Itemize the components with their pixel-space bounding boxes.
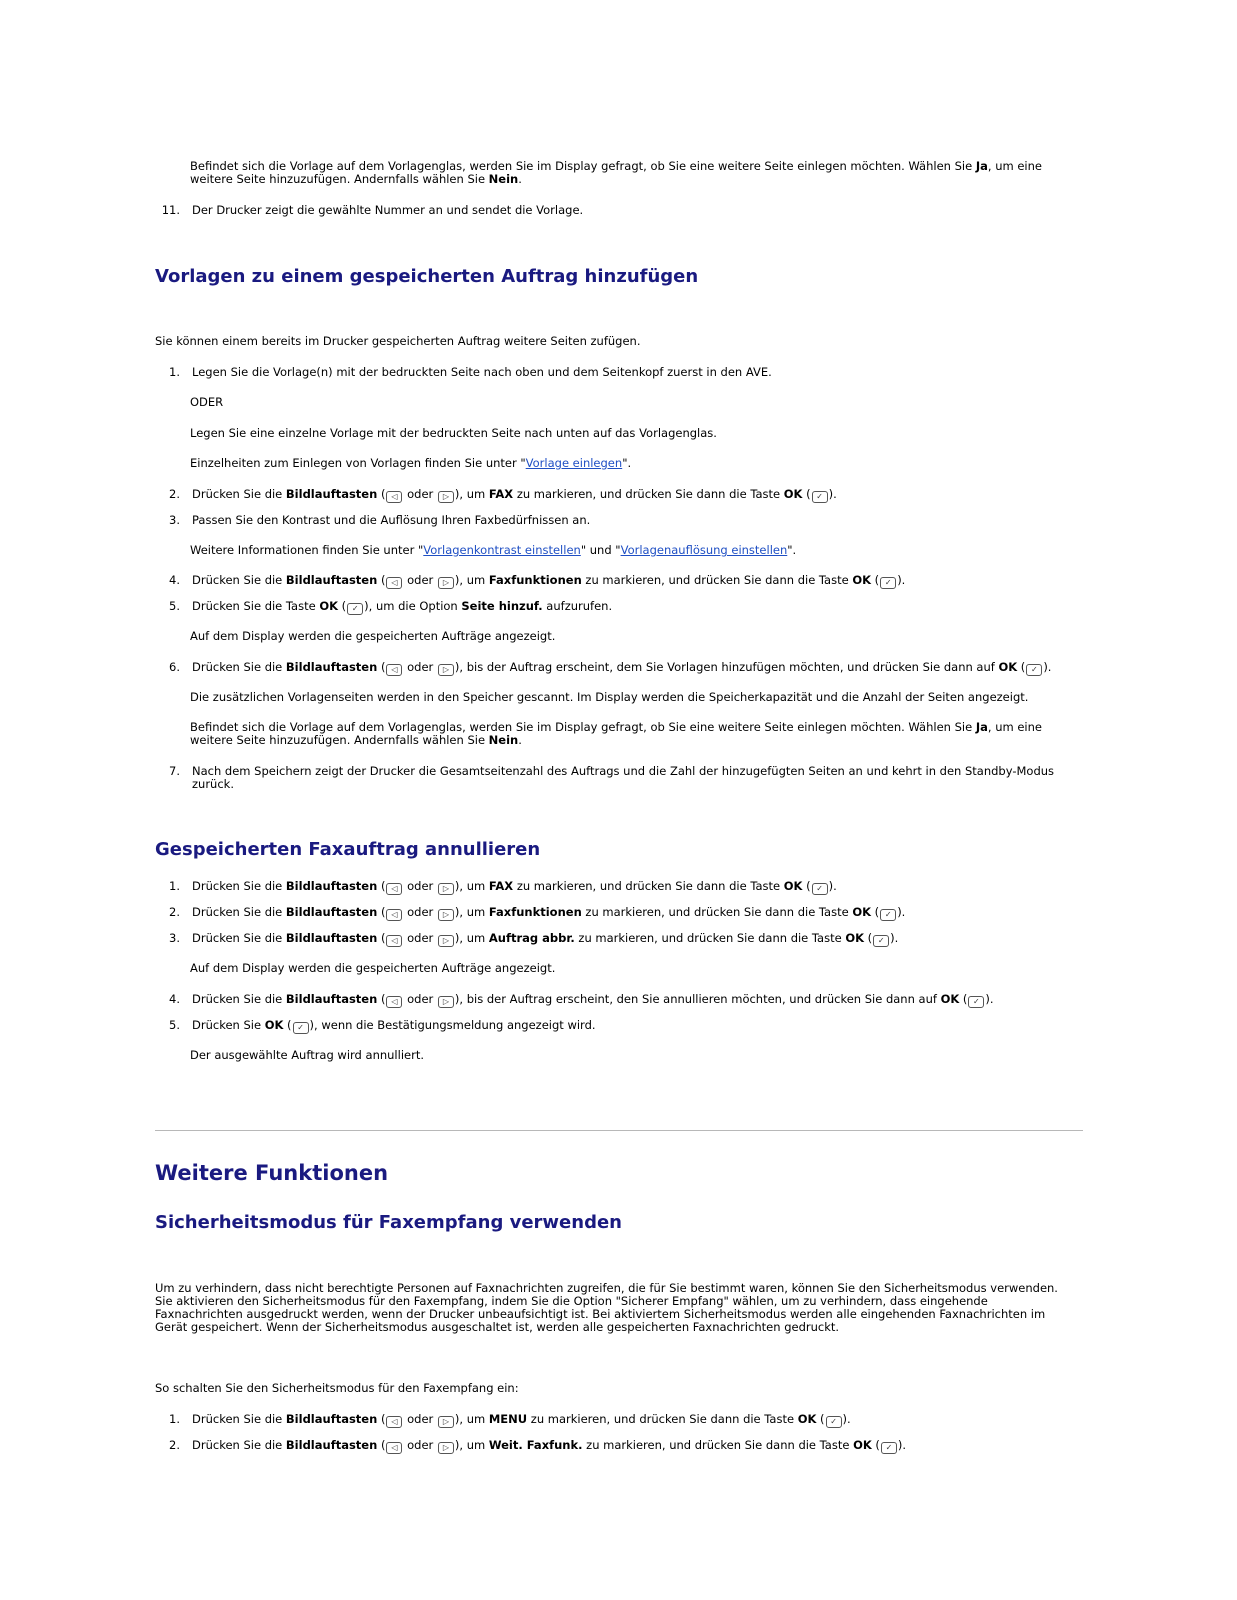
- checkmark-icon: ✓: [1026, 664, 1042, 676]
- step-number: 5.: [169, 1018, 180, 1032]
- step-number: 11.: [161, 203, 180, 217]
- step-text: Drücken Sie die Bildlauftasten ( ◁ oder ▷ ), um FAX zu markieren, und drücken Sie dann die Taste OK ( ✓ ).: [192, 487, 837, 501]
- paragraph: Legen Sie eine einzelne Vorlage mit der bedruckten Seite nach unten auf das Vorlagenglas.: [190, 426, 717, 440]
- left-arrow-icon: ◁: [386, 909, 402, 921]
- paragraph: Auf dem Display werden die gespeicherten Aufträge angezeigt.: [190, 629, 556, 643]
- paragraph: weitere Seite hinzuzufügen. Andernfalls wählen Sie Nein.: [190, 733, 522, 747]
- paragraph: ODER: [190, 395, 224, 409]
- step-text: zurück.: [192, 777, 234, 791]
- left-arrow-icon: ◁: [386, 1416, 402, 1428]
- section-heading: Vorlagen zu einem gespeicherten Auftrag hinzufügen: [155, 266, 699, 287]
- section-heading: Weitere Funktionen: [155, 1161, 389, 1185]
- paragraph: Befindet sich die Vorlage auf dem Vorlagenglas, werden Sie im Display gefragt, ob Sie eine weitere Seite einlegen möchten. Wählen Sie Ja, um eine: [190, 159, 1042, 173]
- step-text: Der Drucker zeigt die gewählte Nummer an und sendet die Vorlage.: [192, 203, 584, 217]
- paragraph: Um zu verhindern, dass nicht berechtigte Personen auf Faxnachrichten zugreifen, die für Sie bestimmt waren, können Sie den Sicherheitsmodus verwenden.: [155, 1281, 1058, 1295]
- checkmark-icon: ✓: [873, 935, 889, 947]
- step-text: Drücken Sie OK ( ✓ ), wenn die Bestätigungsmeldung angezeigt wird.: [192, 1018, 596, 1032]
- paragraph: Befindet sich die Vorlage auf dem Vorlagenglas, werden Sie im Display gefragt, ob Sie eine weitere Seite einlegen möchten. Wählen Sie Ja, um eine: [190, 720, 1042, 734]
- step-number: 5.: [169, 599, 180, 613]
- section-heading: Gespeicherten Faxauftrag annullieren: [155, 839, 541, 860]
- step-text: Drücken Sie die Bildlauftasten ( ◁ oder ▷ ), um MENU zu markieren, und drücken Sie dann die Taste OK ( ✓ ).: [192, 1412, 851, 1426]
- paragraph: Einzelheiten zum Einlegen von Vorlagen finden Sie unter "Vorlage einlegen".: [190, 456, 632, 470]
- step-text: Drücken Sie die Taste OK ( ✓ ), um die Option Seite hinzuf. aufzurufen.: [192, 599, 613, 613]
- paragraph: weitere Seite hinzuzufügen. Andernfalls wählen Sie Nein.: [190, 172, 522, 186]
- step-number: 7.: [169, 764, 180, 778]
- left-arrow-icon: ◁: [386, 491, 402, 503]
- step-text: Nach dem Speichern zeigt der Drucker die Gesamtseitenzahl des Auftrags und die Zahl der hinzugefügten Seiten an und kehrt in den Standby-Modus: [192, 764, 1055, 778]
- left-arrow-icon: ◁: [386, 664, 402, 676]
- step-number: 2.: [169, 487, 180, 501]
- step-number: 4.: [169, 992, 180, 1006]
- step-text: Legen Sie die Vorlage(n) mit der bedruckten Seite nach oben und dem Seitenkopf zuerst in den AVE.: [192, 365, 772, 379]
- checkmark-icon: ✓: [812, 491, 828, 503]
- link-vorlagenkontrast[interactable]: Vorlagenkontrast einstellen: [423, 543, 581, 557]
- paragraph: Gerät gespeichert. Wenn der Sicherheitsmodus ausgeschaltet ist, werden alle gespeicherten Faxnachrichten gedruckt.: [155, 1320, 840, 1334]
- paragraph: Auf dem Display werden die gespeicherten Aufträge angezeigt.: [190, 961, 556, 975]
- paragraph: Sie aktivieren den Sicherheitsmodus für den Faxempfang, indem Sie die Option "Sicherer Empfang" wählen, um zu verhindern, dass eingehende: [155, 1294, 988, 1308]
- step-text: Drücken Sie die Bildlauftasten ( ◁ oder ▷ ), um Weit. Faxfunk. zu markieren, und drücken Sie dann die Taste OK ( ✓ ).: [192, 1438, 907, 1452]
- right-arrow-icon: ▷: [438, 491, 454, 503]
- step-number: 1.: [169, 1412, 180, 1426]
- checkmark-icon: ✓: [347, 603, 363, 615]
- paragraph: Sie können einem bereits im Drucker gespeicherten Auftrag weitere Seiten zufügen.: [155, 334, 641, 348]
- right-arrow-icon: ▷: [438, 935, 454, 947]
- step-number: 6.: [169, 660, 180, 674]
- left-arrow-icon: ◁: [386, 883, 402, 895]
- step-number: 4.: [169, 573, 180, 587]
- checkmark-icon: ✓: [880, 909, 896, 921]
- step-number: 3.: [169, 931, 180, 945]
- left-arrow-icon: ◁: [386, 1442, 402, 1454]
- right-arrow-icon: ▷: [438, 883, 454, 895]
- paragraph: Faxnachrichten ausgedruckt werden, wenn der Drucker unbeaufsichtigt ist. Bei aktiviertem Sicherheitsmodus werden alle eingehenden Faxnachrichten im: [155, 1307, 1046, 1321]
- paragraph: Der ausgewählte Auftrag wird annulliert.: [190, 1048, 424, 1062]
- paragraph: So schalten Sie den Sicherheitsmodus für den Faxempfang ein:: [155, 1381, 519, 1395]
- left-arrow-icon: ◁: [386, 935, 402, 947]
- step-text: Drücken Sie die Bildlauftasten ( ◁ oder ▷ ), um Auftrag abbr. zu markieren, und drücken Sie dann die Taste OK ( ✓ ).: [192, 931, 899, 945]
- link-vorlage-einlegen[interactable]: Vorlage einlegen: [525, 456, 623, 470]
- checkmark-icon: ✓: [826, 1416, 842, 1428]
- step-text: Drücken Sie die Bildlauftasten ( ◁ oder ▷ ), um FAX zu markieren, und drücken Sie dann die Taste OK ( ✓ ).: [192, 879, 837, 893]
- step-text: Drücken Sie die Bildlauftasten ( ◁ oder ▷ ), bis der Auftrag erscheint, dem Sie Vorlagen hinzufügen möchten, und drücken Sie dann auf OK ( ✓ ).: [192, 660, 1052, 674]
- step-text: Drücken Sie die Bildlauftasten ( ◁ oder ▷ ), bis der Auftrag erscheint, den Sie annullieren möchten, und drücken Sie dann auf OK ( ✓ ).: [192, 992, 994, 1006]
- right-arrow-icon: ▷: [438, 1442, 454, 1454]
- right-arrow-icon: ▷: [438, 1416, 454, 1428]
- step-text: Drücken Sie die Bildlauftasten ( ◁ oder ▷ ), um Faxfunktionen zu markieren, und drücken Sie dann die Taste OK ( ✓ ).: [192, 905, 906, 919]
- step-text: Passen Sie den Kontrast und die Auflösung Ihren Faxbedürfnissen an.: [192, 513, 591, 527]
- step-number: 1.: [169, 365, 180, 379]
- right-arrow-icon: ▷: [438, 664, 454, 676]
- checkmark-icon: ✓: [968, 996, 984, 1008]
- section-subheading: Sicherheitsmodus für Faxempfang verwenden: [155, 1212, 622, 1233]
- right-arrow-icon: ▷: [438, 996, 454, 1008]
- left-arrow-icon: ◁: [386, 577, 402, 589]
- checkmark-icon: ✓: [880, 577, 896, 589]
- divider: [155, 1130, 1083, 1131]
- checkmark-icon: ✓: [812, 883, 828, 895]
- right-arrow-icon: ▷: [438, 577, 454, 589]
- paragraph: Die zusätzlichen Vorlagenseiten werden in den Speicher gescannt. Im Display werden die Speicherkapazität und die Anzahl der Seiten angezeigt.: [190, 690, 1029, 704]
- right-arrow-icon: ▷: [438, 909, 454, 921]
- checkmark-icon: ✓: [881, 1442, 897, 1454]
- step-number: 2.: [169, 905, 180, 919]
- link-vorlagenaufloesung[interactable]: Vorlagenauflösung einstellen: [620, 543, 788, 557]
- step-number: 2.: [169, 1438, 180, 1452]
- checkmark-icon: ✓: [293, 1022, 309, 1034]
- step-number: 1.: [169, 879, 180, 893]
- left-arrow-icon: ◁: [386, 996, 402, 1008]
- step-text: Drücken Sie die Bildlauftasten ( ◁ oder ▷ ), um Faxfunktionen zu markieren, und drücken Sie dann die Taste OK ( ✓ ).: [192, 573, 906, 587]
- step-number: 3.: [169, 513, 180, 527]
- paragraph: Weitere Informationen finden Sie unter "Vorlagenkontrast einstellen" und "Vorlagenauflösung einstellen".: [190, 543, 797, 557]
